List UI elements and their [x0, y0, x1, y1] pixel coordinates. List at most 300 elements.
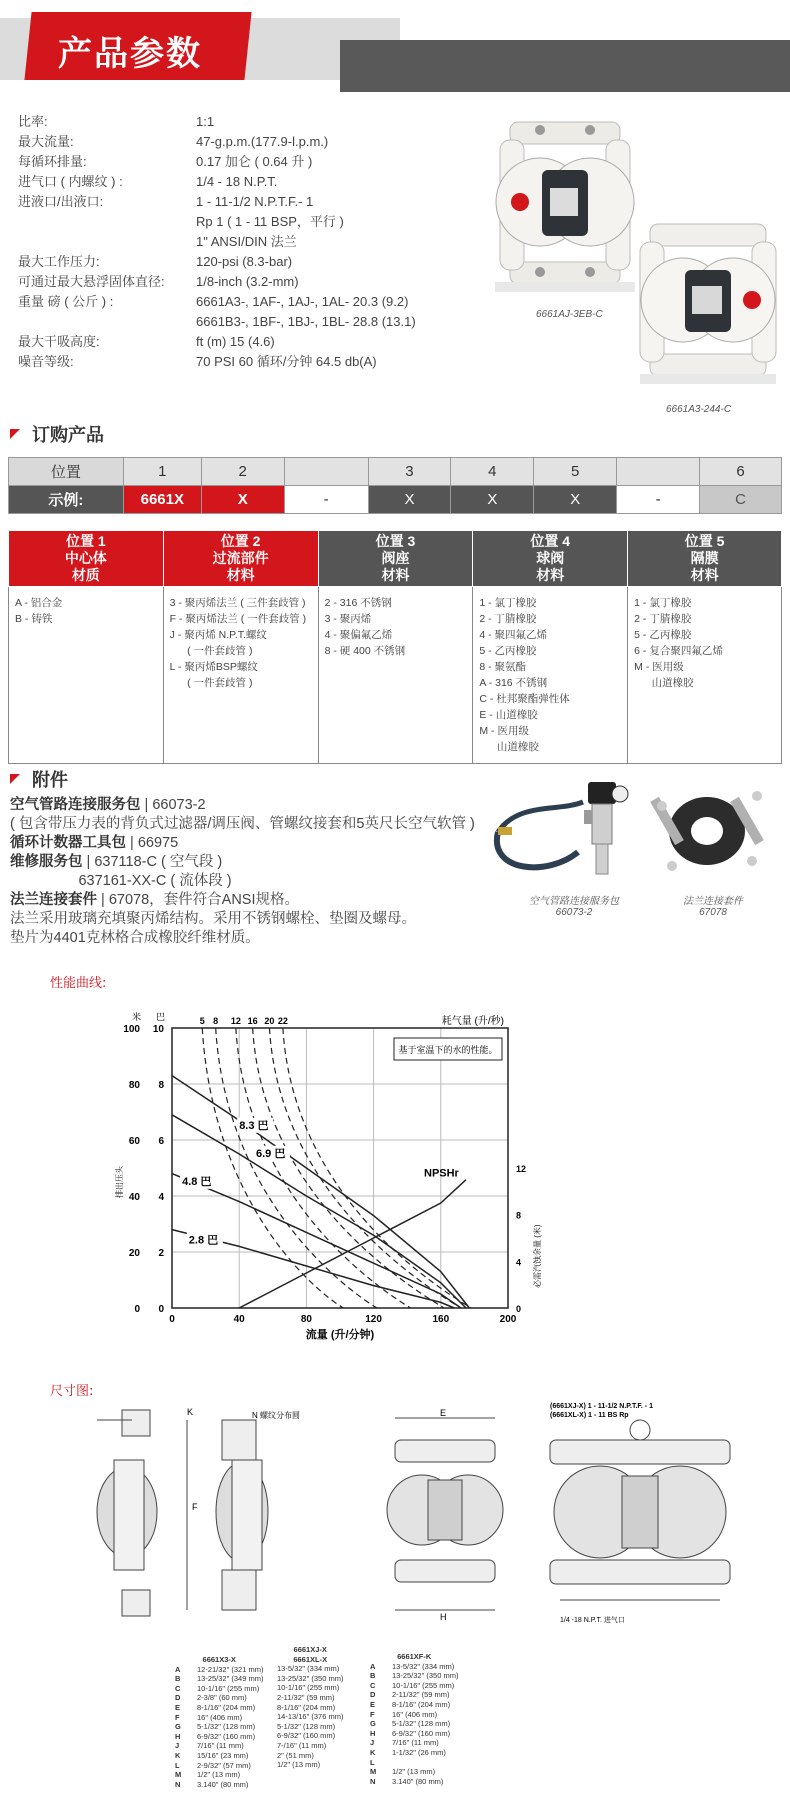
dim-row — [175, 1751, 263, 1761]
spec-value: Rp 1 ( 1 - 11 BSP，平行 ) — [196, 214, 344, 229]
dim-letter: A — [175, 1664, 181, 1674]
spec-key: 最大流量: — [18, 134, 74, 149]
option-cell — [9, 587, 164, 764]
option-line: B - 铸铁 — [15, 613, 53, 625]
option-header — [163, 531, 318, 587]
dim-row — [277, 1683, 343, 1693]
option-line: F - 聚丙烯法兰 ( 一件套歧管 ) — [169, 613, 307, 625]
dim-letter: K — [370, 1747, 376, 1757]
y-unit-psi: 米 — [132, 1012, 142, 1022]
x-tick-label: 80 — [300, 1314, 312, 1325]
flange-kit-image — [652, 776, 772, 886]
option-line: 2 - 丁腈橡胶 — [634, 613, 692, 625]
x-tick-label: 0 — [169, 1314, 175, 1325]
order-position-cell: 2 — [201, 458, 284, 486]
dim-table-head: 6661XF-K — [397, 1652, 432, 1661]
dim-value: 10-1/16" (255 mm) — [197, 1683, 260, 1693]
top-tick-label: 22 — [277, 1016, 288, 1026]
dim-letter: A — [370, 1661, 376, 1671]
filter-kit-caption: 空气管路连接服务包 66073-2 — [529, 896, 619, 918]
y-tick-label-psi: 0 — [134, 1304, 140, 1315]
series-line — [172, 1115, 466, 1308]
dim-value: 13-5/32" (334 mm) — [392, 1661, 455, 1671]
dim-table-head: 6661XJ-X — [293, 1645, 327, 1654]
accessory-line — [10, 872, 530, 891]
dim-value: 12-21/32" (321 mm) — [197, 1664, 264, 1674]
y-tick-label-bar: 8 — [158, 1080, 164, 1091]
option-line: M - 医用级 — [634, 661, 684, 673]
spec-row — [18, 152, 416, 172]
accessory-text: ( 包含带压力表的背负式过滤器/调压阀、管螺纹接套和5英尺长空气软管 ) — [10, 816, 475, 832]
dim-letter: G — [370, 1719, 376, 1729]
accessory-line — [10, 891, 530, 910]
x-tick-label: 120 — [365, 1314, 382, 1325]
dim-value: 10-1/16" (255 mm) — [277, 1683, 340, 1693]
option-header — [9, 531, 164, 587]
option-header-line: 位置 5 — [684, 533, 725, 549]
dim-row — [175, 1761, 263, 1771]
dim-row — [277, 1731, 343, 1741]
option-cell — [163, 587, 318, 764]
option-header-line: 阀座 — [381, 550, 410, 566]
pump-2-caption: 6661A3-244-C — [666, 404, 732, 415]
option-cell — [628, 587, 782, 764]
option-header-line: 材料 — [226, 567, 255, 583]
dim-row — [175, 1665, 263, 1675]
option-header-line: 位置 4 — [530, 533, 571, 549]
y-tick-label-bar: 4 — [158, 1192, 164, 1203]
dim-letter: H — [370, 1728, 376, 1738]
accessory-line — [10, 796, 530, 815]
pressure-label: 6.9 巴 — [256, 1147, 286, 1160]
spec-key — [18, 212, 196, 232]
dim-row — [277, 1722, 343, 1732]
dim-row — [277, 1741, 343, 1751]
accessory-text: 637161-XX-C ( 流体段 ) — [10, 873, 232, 889]
series-line — [239, 1180, 466, 1308]
y-tick-label-psi: 80 — [128, 1080, 140, 1091]
dim-value: 6-9/32" (160 mm) — [392, 1728, 451, 1738]
dim-letter: D — [175, 1693, 181, 1703]
dim-value: 2-11/32" (59 mm) — [392, 1690, 450, 1700]
dim-letter: E — [370, 1699, 376, 1709]
dimension-drawing-side — [92, 1400, 300, 1630]
dimension-drawing-front — [380, 1410, 510, 1620]
option-header-line: 位置 3 — [375, 533, 416, 549]
dim-row — [175, 1780, 263, 1790]
spec-row — [18, 312, 416, 332]
dim-value: 10-1/16" (255 mm) — [392, 1680, 455, 1690]
option-line: 2 - 丁腈橡胶 — [479, 613, 537, 625]
dim-value: 13-25/32" (349 mm) — [197, 1674, 264, 1684]
dim-letter: C — [370, 1680, 376, 1690]
dim-row — [370, 1719, 458, 1729]
top-tick-label: 16 — [247, 1016, 258, 1026]
spec-row — [18, 352, 416, 372]
option-line: 1 - 氯丁橡胶 — [634, 597, 692, 609]
spec-value: 1:1 — [196, 114, 215, 129]
spec-row — [18, 252, 416, 272]
dim-letter: J — [175, 1741, 180, 1751]
header-dark-band — [340, 40, 790, 92]
dim-row — [175, 1693, 263, 1703]
top-tick-label: 12 — [230, 1016, 241, 1026]
x-tick-label: 40 — [233, 1314, 245, 1325]
red-marker-icon — [10, 774, 20, 784]
dim-row — [370, 1767, 458, 1777]
spec-row — [18, 212, 416, 232]
dim-row — [277, 1760, 343, 1770]
option-header-line: 中心体 — [64, 550, 107, 566]
dim-row — [370, 1662, 458, 1672]
option-line: 4 - 聚偏氟乙烯 — [324, 629, 393, 641]
top-axis-label: 耗气量 (升/秒) — [441, 1016, 504, 1027]
dim-letter: J — [370, 1738, 375, 1748]
dim-value: 1/2" (13 mm) — [277, 1760, 321, 1770]
spec-key: 可通过最大悬浮固体直径: — [18, 274, 165, 289]
spec-value: 1/8-inch (3.2-mm) — [196, 274, 299, 289]
dim-value: 2-9/32" (57 mm) — [197, 1760, 251, 1770]
option-header-line: 位置 1 — [65, 533, 106, 549]
order-example-cell: - — [284, 486, 368, 514]
y-tick-label-psi: 20 — [128, 1248, 140, 1259]
option-line: A - 316 不锈钢 — [479, 677, 548, 689]
dim-letter: F — [370, 1709, 375, 1719]
accessory-line — [10, 853, 530, 872]
dim-value: 2" (51 mm) — [277, 1750, 314, 1760]
y-tick-label-psi: 100 — [123, 1024, 140, 1035]
option-header-line: 材料 — [536, 567, 565, 583]
spec-row — [18, 232, 416, 252]
flange-kit-caption: 法兰连接套件 67078 — [683, 896, 743, 918]
filter-kit-image — [488, 772, 638, 892]
order-example-cell: - — [617, 486, 700, 514]
dim-row — [370, 1681, 458, 1691]
spec-key: 比率: — [18, 114, 48, 129]
dim-row — [370, 1729, 458, 1739]
pump-1-caption: 6661AJ-3EB-C — [536, 309, 603, 320]
dim-value: 15/16" (23 mm) — [197, 1750, 249, 1760]
dimension-label: 尺寸图: — [50, 1384, 94, 1399]
option-line: 4 - 聚四氟乙烯 — [479, 629, 548, 641]
dim-value: 1/2" (13 mm) — [197, 1770, 241, 1780]
dim-row — [175, 1713, 263, 1723]
order-position-cell — [284, 458, 368, 486]
top-tick-label: 20 — [264, 1016, 275, 1026]
order-row-label: 位置 — [9, 458, 124, 486]
dimension-drawing-back — [530, 1400, 770, 1630]
y-right-tick: 12 — [516, 1164, 527, 1174]
dim-row — [175, 1722, 263, 1732]
order-grid — [8, 457, 782, 514]
spec-key: 最大工作压力: — [18, 254, 100, 269]
pressure-label: 8.3 巴 — [239, 1119, 269, 1132]
dim-table-head: 6661XL-X — [293, 1654, 328, 1664]
options-table — [8, 530, 782, 764]
y-right-tick: 0 — [516, 1304, 522, 1314]
dim-row — [175, 1741, 263, 1751]
option-line: E - 山道橡胶 — [479, 709, 538, 721]
air-consumption-curve — [202, 1028, 343, 1308]
dim-row — [277, 1703, 343, 1713]
order-example-cell: X — [201, 486, 284, 514]
dim-row — [175, 1770, 263, 1780]
top-tick-label: 5 — [199, 1016, 205, 1026]
order-example-cell: C — [700, 486, 782, 514]
spec-value: 1 - 11-1/2 N.P.T.F.- 1 — [196, 194, 314, 209]
dim-letter: B — [175, 1674, 181, 1684]
y-right-tick: 8 — [516, 1210, 522, 1221]
dim-row — [370, 1671, 458, 1681]
dim-letter: L — [175, 1760, 180, 1770]
pump-image-2 — [628, 216, 788, 396]
option-line: ( 一件套歧管 ) — [169, 645, 253, 657]
dim-letter: N — [370, 1776, 376, 1786]
order-position-cell: 5 — [534, 458, 617, 486]
dim-table-3 — [370, 1652, 458, 1786]
spec-value: 1" ANSI/DIN 法兰 — [196, 234, 297, 249]
dim-value: 3.140" (80 mm) — [197, 1779, 249, 1789]
dim-row — [175, 1674, 263, 1684]
dim-label-h: H — [440, 1612, 447, 1622]
dim-value: 6-9/32" (160 mm) — [277, 1731, 336, 1741]
option-line: 8 - 聚氨酯 — [479, 661, 527, 673]
option-header-line: 隔膜 — [690, 550, 719, 566]
note-text: 基于室温下的水的性能。 — [398, 1045, 498, 1055]
order-example-cell: X — [368, 486, 451, 514]
order-position-cell: 3 — [368, 458, 451, 486]
spec-row — [18, 112, 416, 132]
dim-value: 7/16" (11 mm) — [197, 1741, 244, 1751]
spec-value: 70 PSI 60 循环/分钟 64.5 db(A) — [196, 354, 377, 369]
dim-value: 1/2" (13 mm) — [392, 1767, 436, 1777]
dim-row — [370, 1738, 458, 1748]
dim-value: 16" (406 mm) — [197, 1712, 243, 1722]
dim-value: 7/16" (11 mm) — [392, 1738, 439, 1748]
spec-key: 进气口 ( 内螺纹 ) : — [18, 174, 123, 189]
option-line: 6 - 复合聚四氟乙烯 — [634, 645, 723, 657]
dim-row — [175, 1732, 263, 1742]
option-line: 3 - 聚丙烯 — [324, 613, 372, 625]
dim-value: 2-3/8" (60 mm) — [197, 1693, 247, 1703]
dim-letter: K — [175, 1750, 181, 1760]
accessory-line — [10, 834, 530, 853]
spec-key — [18, 312, 196, 332]
option-line: M - 医用级 — [479, 725, 529, 737]
y-tick-label-bar: 0 — [158, 1304, 164, 1315]
accessory-text: | 637118-C ( 空气段 ) — [82, 854, 223, 870]
option-header — [318, 531, 473, 587]
spec-row — [18, 192, 416, 212]
spec-key: 重量 磅 ( 公斤 ) : — [18, 294, 114, 309]
dim-letter: L — [370, 1757, 375, 1767]
y-tick-label-psi: 60 — [128, 1136, 140, 1147]
spec-key: 每循环排量: — [18, 154, 87, 169]
dim-value: 13-25/32" (350 mm) — [392, 1671, 459, 1681]
dim-row — [277, 1674, 343, 1684]
option-line: ( 一件套歧管 ) — [169, 677, 253, 689]
npsh-label: NPSHr — [424, 1167, 459, 1180]
spec-key — [18, 232, 196, 252]
accessories-heading: 附件 — [10, 766, 68, 792]
pump-image-1 — [490, 112, 640, 302]
order-position-cell — [617, 458, 700, 486]
performance-label: 性能曲线: — [50, 976, 107, 991]
y-right-tick: 4 — [516, 1257, 522, 1268]
option-line: C - 杜邦聚酯弹性体 — [479, 693, 570, 705]
dim-value: 5-1/32" (128 mm) — [277, 1721, 336, 1731]
accessory-text: | 67078，套件符合ANSI规格。 — [97, 892, 299, 908]
y-unit-bar: 巴 — [156, 1012, 166, 1022]
order-heading: 订购产品 — [10, 421, 104, 447]
option-cell — [473, 587, 628, 764]
top-tick-label: 8 — [213, 1016, 219, 1026]
option-line: 2 - 316 不锈钢 — [324, 597, 392, 609]
air-consumption-curve — [253, 1028, 445, 1308]
option-line: 1 - 氯丁橡胶 — [479, 597, 537, 609]
option-cell — [318, 587, 473, 764]
accessory-line — [10, 929, 530, 948]
accessory-name: 维修服务包 — [10, 854, 83, 870]
option-header-line: 位置 2 — [220, 533, 261, 549]
spec-row — [18, 292, 416, 312]
dim-row — [370, 1777, 458, 1787]
accessory-name: 空气管路连接服务包 — [10, 797, 141, 813]
dim-row — [277, 1712, 343, 1722]
order-example-label: 示例: — [9, 486, 124, 514]
dim-top-note-1: (6661XJ-X) 1 - 11-1/2 N.P.T.F. - 1 — [550, 1403, 653, 1410]
accessory-text: 法兰采用玻璃充填聚丙烯结构。采用不锈钢螺栓、垫圈及螺母。 — [10, 911, 416, 927]
option-line: 3 - 聚丙烯法兰 ( 三件套歧管 ) — [169, 597, 306, 609]
header-band — [0, 0, 790, 100]
spec-value: 0.17 加仑 ( 0.64 升 ) — [196, 154, 313, 169]
dim-top-note-2: (6661XL-X) 1 - 11 BS Rp — [550, 1412, 629, 1419]
spec-value: 47-g.p.m.(177.9-l.p.m.) — [196, 134, 329, 149]
order-position-cell: 1 — [123, 458, 201, 486]
spec-value: 120-psi (8.3-bar) — [196, 254, 293, 269]
dim-row — [370, 1710, 458, 1720]
accessory-line — [10, 815, 530, 834]
dim-label-k: K — [187, 1407, 194, 1417]
option-line: 山道橡胶 — [634, 677, 694, 689]
option-header — [473, 531, 628, 587]
option-header-line: 材质 — [71, 567, 100, 583]
dim-letter: G — [175, 1722, 181, 1732]
dim-row — [370, 1700, 458, 1710]
spec-row — [18, 272, 416, 292]
accessory-line — [10, 910, 530, 929]
air-consumption-curve — [216, 1028, 377, 1308]
spec-key: 噪音等级: — [18, 354, 74, 369]
dim-letter: E — [175, 1702, 181, 1712]
dim-row — [370, 1690, 458, 1700]
dim-value: 5-1/32" (128 mm) — [197, 1722, 256, 1732]
dim-letter: N — [175, 1779, 181, 1789]
option-line: J - 聚丙烯 N.P.T.螺纹 — [169, 629, 267, 641]
page-title: 产品参数 — [58, 34, 202, 74]
spec-row — [18, 332, 416, 352]
accessory-text: | 66975 — [126, 835, 179, 851]
dim-row — [370, 1748, 458, 1758]
y-axis-label: 排出压头 — [115, 1166, 124, 1198]
spec-row — [18, 172, 416, 192]
dim-label-f: F — [192, 1502, 198, 1512]
dim-table-1 — [175, 1655, 263, 1789]
dim-letter: M — [175, 1770, 182, 1780]
dim-value: 8-1/16" (204 mm) — [392, 1699, 451, 1709]
dim-value: 13-5/32" (334 mm) — [277, 1664, 340, 1674]
dim-letter: D — [370, 1690, 376, 1700]
dim-value: 3.140" (80 mm) — [392, 1776, 444, 1786]
dim-value: 8-1/16" (204 mm) — [277, 1702, 336, 1712]
x-tick-label: 160 — [432, 1314, 450, 1325]
dim-label-n: N 螺纹分布圆 — [252, 1411, 300, 1420]
option-line: 8 - 硬 400 不锈钢 — [324, 645, 406, 657]
dim-value: 6-9/32" (160 mm) — [197, 1731, 256, 1741]
pressure-label: 4.8 巴 — [182, 1175, 212, 1188]
order-position-cell: 6 — [700, 458, 782, 486]
option-line: 5 - 乙丙橡胶 — [634, 629, 692, 641]
dim-letter: C — [175, 1683, 181, 1693]
option-header — [628, 531, 782, 587]
performance-chart — [110, 1004, 590, 1341]
x-axis-label: 流量 (升/分钟) — [305, 1329, 375, 1341]
dim-letter: B — [370, 1671, 376, 1681]
dim-value: 8-1/16" (204 mm) — [197, 1702, 256, 1712]
order-example-cell: X — [451, 486, 534, 514]
y-tick-label-bar: 6 — [158, 1136, 164, 1147]
dim-value: 13-25/32" (350 mm) — [277, 1673, 344, 1683]
dim-letter: M — [370, 1767, 377, 1777]
y-right-axis-label: 必需汽蚀余量 (米) — [533, 1224, 542, 1288]
x-tick-label: 200 — [499, 1314, 517, 1325]
dim-table-2 — [277, 1645, 343, 1770]
spec-row — [18, 132, 416, 152]
spec-value: 6661B3-, 1BF-, 1BJ-, 1BL- 28.8 (13.1) — [196, 314, 416, 329]
dim-letter: F — [175, 1712, 180, 1722]
dim-value: 16" (406 mm) — [392, 1709, 438, 1719]
dim-air-inlet: 1/4 -18 N.P.T. 进气口 — [560, 1617, 625, 1624]
accessory-name: 法兰连接套件 — [10, 892, 97, 908]
dim-row — [370, 1758, 458, 1768]
spec-value: ft (m) 15 (4.6) — [196, 334, 275, 349]
option-header-line: 材料 — [690, 567, 719, 583]
dim-row — [277, 1693, 343, 1703]
red-marker-icon — [10, 429, 20, 439]
dim-letter: H — [175, 1731, 181, 1741]
dim-row — [277, 1664, 343, 1674]
spec-key: 进液口/出液口: — [18, 194, 104, 209]
accessories-text — [10, 796, 530, 948]
order-example-cell: 6661X — [123, 486, 201, 514]
dim-value: 5-1/32" (128 mm) — [392, 1719, 451, 1729]
y-tick-label-psi: 40 — [128, 1192, 140, 1203]
option-line: A - 铝合金 — [15, 597, 63, 609]
spec-key: 最大干吸高度: — [18, 334, 100, 349]
dim-label-e: E — [440, 1408, 447, 1418]
pressure-label: 2.8 巴 — [188, 1234, 219, 1247]
option-line: 山道橡胶 — [479, 741, 539, 753]
dim-value: 2-11/32" (59 mm) — [277, 1692, 335, 1702]
y-tick-label-bar: 10 — [152, 1024, 164, 1035]
dim-value: 14-13/16" (376 mm) — [277, 1712, 344, 1722]
y-tick-label-bar: 2 — [158, 1248, 164, 1259]
spec-value: 1/4 - 18 N.P.T. — [196, 174, 278, 189]
order-example-cell: X — [534, 486, 617, 514]
dim-value: 7-/16" (11 mm) — [277, 1740, 327, 1750]
spec-list — [18, 112, 416, 372]
accessory-text: 垫片为4401克林格合成橡胶纤维材质。 — [10, 930, 260, 946]
